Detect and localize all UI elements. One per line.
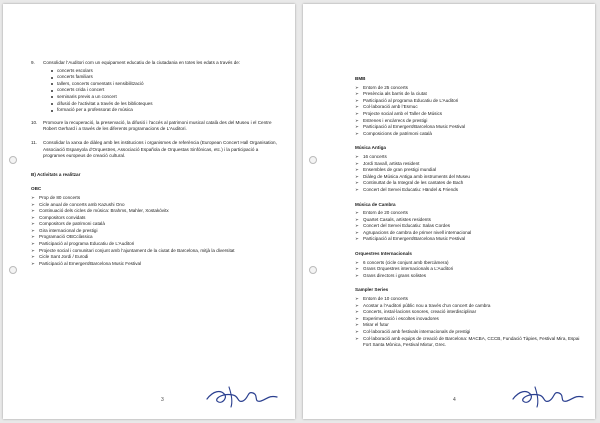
list-item: ➢ Mirar el futur — [355, 322, 583, 329]
list-item: formació per a professorat de música — [43, 107, 281, 114]
paragraph-9 — [31, 60, 281, 67]
list-item: concerts escolars — [43, 68, 281, 75]
document-page-right — [303, 4, 595, 419]
paragraph-10 — [31, 120, 281, 133]
list-item: ➢ Compositors de patrimoni català — [31, 221, 281, 228]
bmb-list — [355, 85, 583, 138]
list-item: ➢ Entorn de 25 concerts — [355, 85, 583, 92]
list-item: ➢ Ensembles de gran prestigi mundial — [355, 167, 583, 174]
list-item: ➢ Prop de 80 concerts — [31, 195, 281, 202]
list-item: ➢ Entorn de 20 concerts — [355, 210, 583, 217]
list-item: tallers, concerts comentats i sensibilització — [43, 81, 281, 88]
punch-hole-top — [9, 156, 17, 164]
list-item: ➢ 6 concerts (cicle conjunt amb Ibercàmera) — [355, 260, 583, 267]
punch-hole-top — [309, 156, 317, 164]
handwritten-signature — [509, 383, 587, 409]
paragraph-text: Consolidar la xarxa de diàleg amb les institucions i organismes de referència (European Concert Hall Organisation, Associació Espanyola d’Orquestres, Associació Española de Orquestas Sinfónicas, etc.) i la participació a programes europeus de creació cultural. — [43, 139, 277, 159]
list-item: ➢ Participació al programa Educatiu de L’Auditori — [355, 98, 583, 105]
list-item: ➢ Concert del Servei Educatiu: Salas Cordes — [355, 223, 583, 230]
list-item: ➢ Participació al Emergent/Barcelona Music Festival — [355, 124, 583, 131]
musica-antiga-list — [355, 154, 583, 194]
punch-hole-bottom — [309, 266, 317, 274]
section-heading-musica-cambra: Música de Cambra — [355, 201, 396, 207]
list-item: ➢ Agrupacions de cambra de primer nivell internacional — [355, 230, 583, 237]
list-item: ➢ Entorn de 10 concerts — [355, 296, 583, 303]
list-item: ➢ Cicle anual de concerts amb Kazushi Ono — [31, 202, 281, 209]
page-content — [355, 76, 583, 349]
list-item: ➢ Projecte social i comunitari conjunt amb l’ajuntament de la ciutat de Barcelona, mitjà la diversitat — [31, 248, 281, 255]
punch-hole-bottom — [9, 266, 17, 274]
list-item: ➢ Concerts, instal·lacions sonores, creació interdisciplinar — [355, 309, 583, 316]
list-item: ➢ Estrenes i encàrrecs de prestigi — [355, 118, 583, 125]
paragraph-number: 9. — [31, 60, 35, 65]
page-content — [31, 60, 281, 267]
list-item: ➢ Composicions de patrimoni català — [355, 131, 583, 138]
paragraph-11 — [31, 140, 281, 160]
section-title: B) Activitats a realitzar — [31, 171, 81, 177]
section-heading-sampler: Sampler Series — [355, 287, 389, 293]
list-item: concerts familiars — [43, 74, 281, 81]
education-list — [43, 68, 281, 114]
paragraph-text: Promoure la recuperació, la preservació, la difusió i l’accés al patrimoni musical català des del Museu i el Centre Robert Gerhard i a través de les diferents programacions de L’Auditori. — [43, 119, 272, 132]
section-heading-musica-antiga: Música Antiga — [355, 145, 386, 151]
list-item: ➢ Cicle Sant Jordi / Eurodi — [31, 254, 281, 261]
list-item: seminaris previs a un concert — [43, 94, 281, 101]
list-item: ➢ Grans directors i grans solistes — [355, 273, 583, 280]
list-item: ➢ Continuació dels cicles de música: Brahms, Mahler, Xostakóvitx — [31, 208, 281, 215]
list-item: difusió de l’activitat a través de les biblioteques — [43, 101, 281, 108]
list-item: ➢ Concert del Servei Educatiu: Händel & Friends — [355, 187, 583, 194]
musica-cambra-list — [355, 210, 583, 243]
list-item: ➢ Acostar a l’Auditori públic nou a través d’un concert de cambra — [355, 303, 583, 310]
page-number: 4 — [453, 397, 456, 403]
list-item: ➢ Participació al programa Educatiu de L’Auditori — [31, 241, 281, 248]
list-item: ➢ 16 concerts — [355, 154, 583, 161]
orquestres-list — [355, 260, 583, 280]
document-page-left — [3, 4, 295, 419]
list-item: ➢ Programació OBCclàssica — [31, 234, 281, 241]
paragraph-number: 10. — [31, 119, 38, 125]
page-number: 3 — [161, 397, 164, 403]
section-heading-bmb: BMB — [355, 76, 366, 81]
list-item: ➢ Diàleg de Música Antiga amb instruments del Museu — [355, 174, 583, 181]
obc-list — [31, 195, 281, 268]
list-item: ➢ Presència als barris de la ciutat — [355, 91, 583, 98]
list-item: ➢ Compositors convidats — [31, 215, 281, 222]
section-heading-orquestres: Orquestres Internacionals — [355, 251, 412, 257]
list-item: ➢ Experimentació i escoltes inovadores — [355, 316, 583, 323]
section-heading-obc: OBC — [31, 186, 42, 192]
list-item: ➢ Jordi Savall, artista resident — [355, 161, 583, 168]
sampler-list — [355, 296, 583, 349]
list-item: ➢ Participació al Emergent/Barcelona Music Festival — [31, 261, 281, 268]
list-item: ➢ Col·laboració amb l’Esmuc — [355, 104, 583, 111]
paragraph-text: Consolidar l’Auditori com un equipament educatiu de la ciutadania en totes les edats a través de: — [43, 60, 241, 65]
list-item: ➢ Participació al Emergent/Barcelona Music Festival — [355, 236, 583, 243]
list-item: ➢ Col·laboració amb equips de creació de Barcelona: MACBA, CCCB, Fundació Tàpies, Festival Mira, Espai Fort Santa Mònica, Festival Mixtur, Grec. — [355, 336, 583, 349]
list-item: concerts crida i concert — [43, 87, 281, 94]
list-item: ➢ Continuïtat de la Integral de les cantates de Bach — [355, 180, 583, 187]
list-item: ➢ Grans Orquestres internacionals a L’Auditori — [355, 266, 583, 273]
list-item: ➢ Col·laboració amb festivals internacionals de prestigi — [355, 329, 583, 336]
list-item: ➢ Quartet Casals, artistes residents — [355, 217, 583, 224]
list-item: ➢ Projecte social amb el Taller de Músics — [355, 111, 583, 118]
handwritten-signature — [203, 383, 281, 409]
list-item: ➢ Gira internacional de prestigi — [31, 228, 281, 235]
paragraph-number: 11. — [31, 139, 38, 145]
